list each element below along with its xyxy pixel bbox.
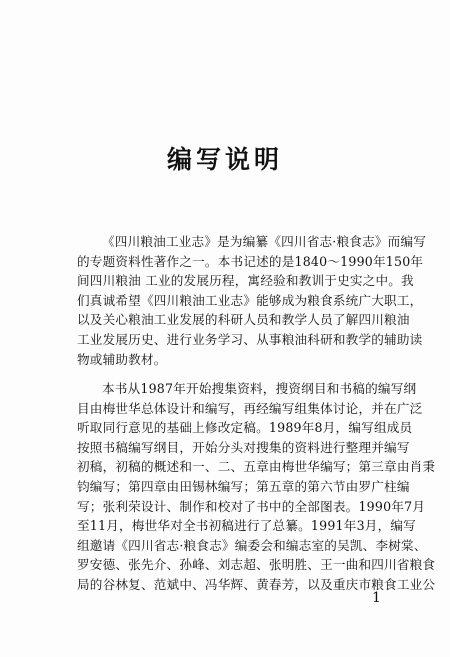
text-line: 《四川粮油工业志》是为编纂《四川省志·粮食志》而编写 (102, 234, 427, 249)
text-line: 听取同行意见的基础上修改定稿。1989年8月，编写组成员 (77, 420, 413, 436)
text-line: 至11月，梅世华对全书初稿进行了总纂。1991年3月，编写 (77, 518, 416, 534)
text-line: 局的谷林复、范斌中、冯华辉、黄春芳，以及重庆市粮食工业公 (77, 576, 436, 592)
text-line: 钧编写；第四章由田锡林编写；第五章的第六节由罗广柱编 (77, 478, 410, 494)
text-line: 本书从1987年开始搜集资料，搜资纲目和书稿的编写纲 (102, 381, 417, 396)
text-line: 初稿，初稿的概述和一、二、五章由梅世华编写；第三章由肖秉 (77, 459, 436, 475)
paragraph-process (77, 379, 436, 595)
text-line: 组邀请《四川省志·粮食志》编委会和编志室的吴凯、李树棠、 (77, 537, 427, 553)
text-line: 间四川粮油 工业的发展历程，寓经验和教训于史实之中。我 (77, 273, 414, 289)
text-line: 以及关心粮油工业发展的科研人员和教学人员了解四川粮油 (77, 312, 410, 328)
text-line: 写；张利荣设计、制作和校对了书中的全部图表。1990年7月 (77, 498, 426, 514)
page-number: 1 (372, 590, 381, 606)
page-title: 编写说明 (166, 145, 283, 174)
text-line: 罗安德、张先介、孙峰、刘志超、张明胜、王一曲和四川省粮食 (77, 557, 436, 573)
text-line: 目由梅世华总体设计和编写，再经编写组集体讨论，并在广泛 (77, 400, 423, 416)
text-line: 按照书稿编写纲目，开始分头对搜集的资料进行整理并编写 (77, 439, 410, 455)
text-line: 们真诚希望《四川粮油工业志》能够成为粮食系统广大职工， (77, 292, 423, 308)
text-line: 物或辅助教材。 (77, 351, 167, 367)
text-line: 的专题资料性著作之一。本书记述的是1840～1990年150年 (77, 253, 424, 269)
paragraph-intro (77, 232, 427, 369)
text-line: 工业发展历史、进行业务学习、从事粮油科研和教学的辅助读 (77, 331, 423, 347)
